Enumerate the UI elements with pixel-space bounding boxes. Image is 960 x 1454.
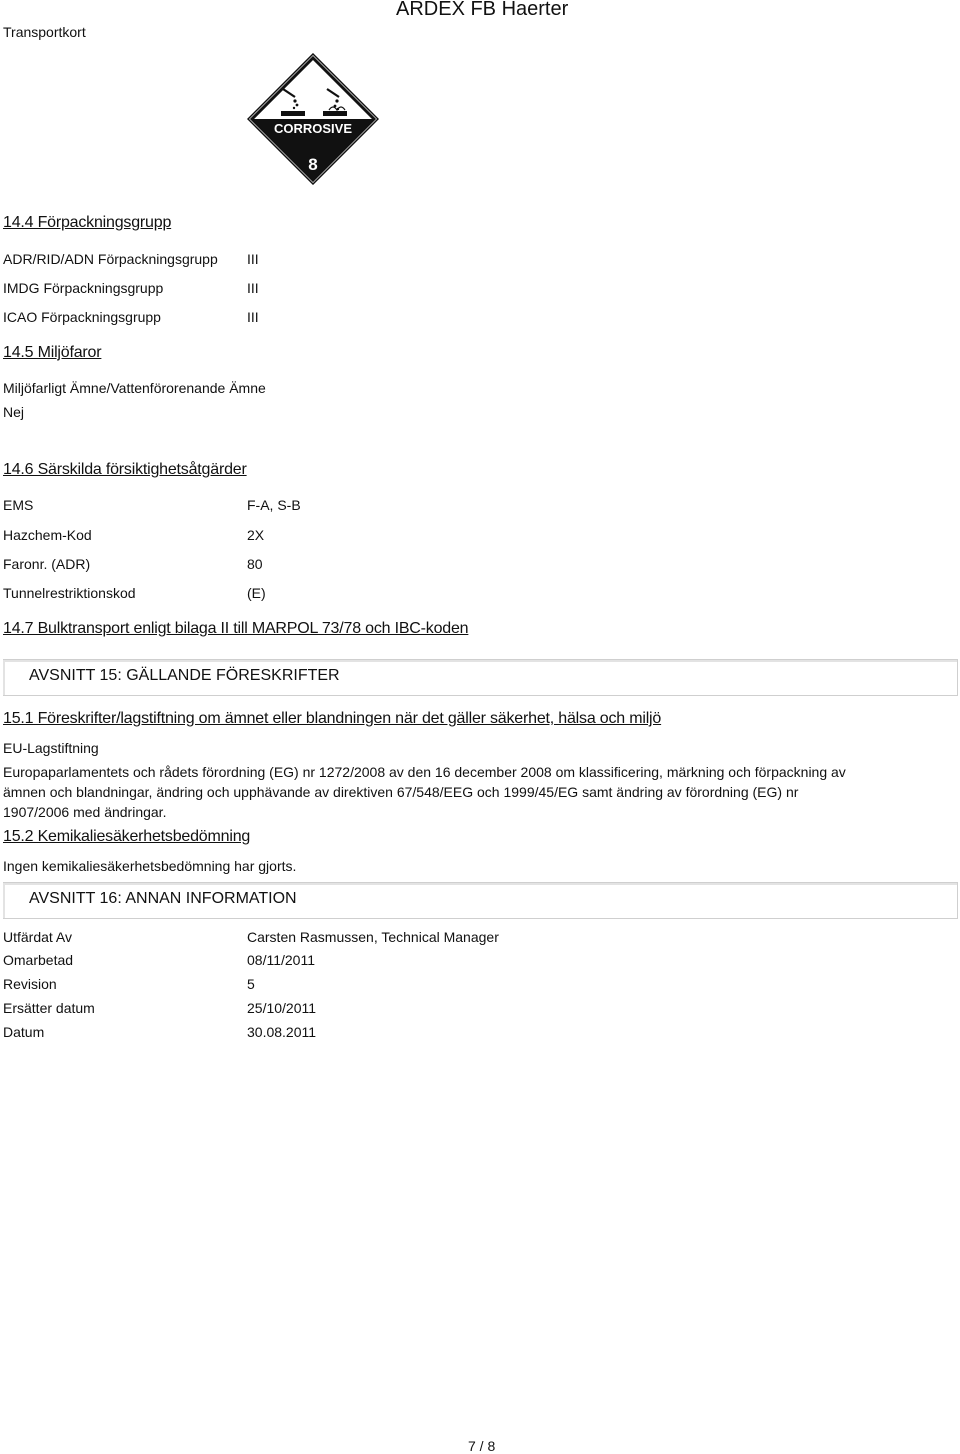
heading-14-6: 14.6 Särskilda försiktighetsåtgärder bbox=[3, 461, 247, 478]
tunnel-code-value: (E) bbox=[247, 585, 266, 601]
revised-label: Omarbetad bbox=[3, 952, 74, 968]
environmental-hazard-value: Nej bbox=[3, 404, 25, 420]
corrosive-hazard-sign bbox=[247, 53, 379, 185]
revision-value: 5 bbox=[247, 976, 255, 992]
section-16-title: AVSNITT 16: ANNAN INFORMATION bbox=[29, 890, 297, 907]
eu-legislation-line-1: Europaparlamentets och rådets förordning (EG) nr 1272/2008 av den 16 december 2008 om klassificering, märkning och förpackning av bbox=[3, 764, 846, 780]
tunnel-code-label: Tunnelrestriktionskod bbox=[3, 585, 136, 601]
revision-label: Revision bbox=[3, 976, 57, 992]
icao-packing-group-label: ICAO Förpackningsgrupp bbox=[3, 309, 161, 325]
supersedes-date-label: Ersätter datum bbox=[3, 1000, 95, 1016]
supersedes-date-value: 25/10/2011 bbox=[247, 1000, 317, 1016]
heading-14-7: 14.7 Bulktransport enligt bilaga II till MARPOL 73/78 och IBC-koden bbox=[3, 620, 469, 637]
section-15-title: AVSNITT 15: GÄLLANDE FÖRESKRIFTER bbox=[29, 667, 340, 684]
hazard-number-value: 80 bbox=[247, 556, 263, 572]
corrosive-pictogram-icon bbox=[247, 53, 379, 185]
imdg-packing-group-value: III bbox=[247, 280, 259, 296]
issued-by-label: Utfärdat Av bbox=[3, 929, 73, 945]
page-number: 7 / 8 bbox=[468, 1438, 496, 1454]
issued-by-value: Carsten Rasmussen, Technical Manager bbox=[247, 929, 499, 945]
eu-legislation-label: EU-Lagstiftning bbox=[3, 740, 99, 756]
ems-label: EMS bbox=[3, 497, 34, 513]
eu-legislation-line-2: ämnen och blandningar, ändring och upphävande av direktiven 67/548/EEG och 1999/45/EG samt ändring av förordning (EG) nr bbox=[3, 784, 799, 800]
eu-legislation-line-3: 1907/2006 med ändringar. bbox=[3, 804, 167, 820]
adr-packing-group-value: III bbox=[247, 251, 259, 267]
adr-packing-group-label: ADR/RID/ADN Förpackningsgrupp bbox=[3, 251, 218, 267]
document-title: ARDEX FB Haerter bbox=[396, 0, 569, 20]
section-15-bar bbox=[3, 659, 958, 696]
imdg-packing-group-label: IMDG Förpackningsgrupp bbox=[3, 280, 164, 296]
environmental-hazard-label: Miljöfarligt Ämne/Vattenförorenande Ämne bbox=[3, 380, 266, 396]
revised-value: 08/11/2011 bbox=[247, 952, 315, 968]
section-16-bar bbox=[3, 882, 958, 919]
hazchem-label: Hazchem-Kod bbox=[3, 527, 92, 543]
date-label: Datum bbox=[3, 1024, 45, 1040]
heading-14-5: 14.5 Miljöfaror bbox=[3, 344, 102, 361]
heading-15-2: 15.2 Kemikaliesäkerhetsbedömning bbox=[3, 828, 251, 845]
header-left-label: Transportkort bbox=[3, 24, 86, 40]
heading-14-4: 14.4 Förpackningsgrupp bbox=[3, 214, 172, 231]
heading-15-1: 15.1 Föreskrifter/lagstiftning om ämnet eller blandningen när det gäller säkerhet, hälsa och miljö bbox=[3, 710, 662, 727]
date-value: 30.08.2011 bbox=[247, 1024, 317, 1040]
hazard-class-number: 8 bbox=[308, 155, 318, 174]
corrosive-label: CORROSIVE bbox=[273, 121, 353, 136]
ems-value: F-A, S-B bbox=[247, 497, 301, 513]
chemical-safety-assessment-text: Ingen kemikaliesäkerhetsbedömning har gjorts. bbox=[3, 858, 297, 874]
hazard-number-label: Faronr. (ADR) bbox=[3, 556, 91, 572]
hazchem-value: 2X bbox=[247, 527, 265, 543]
icao-packing-group-value: III bbox=[247, 309, 259, 325]
